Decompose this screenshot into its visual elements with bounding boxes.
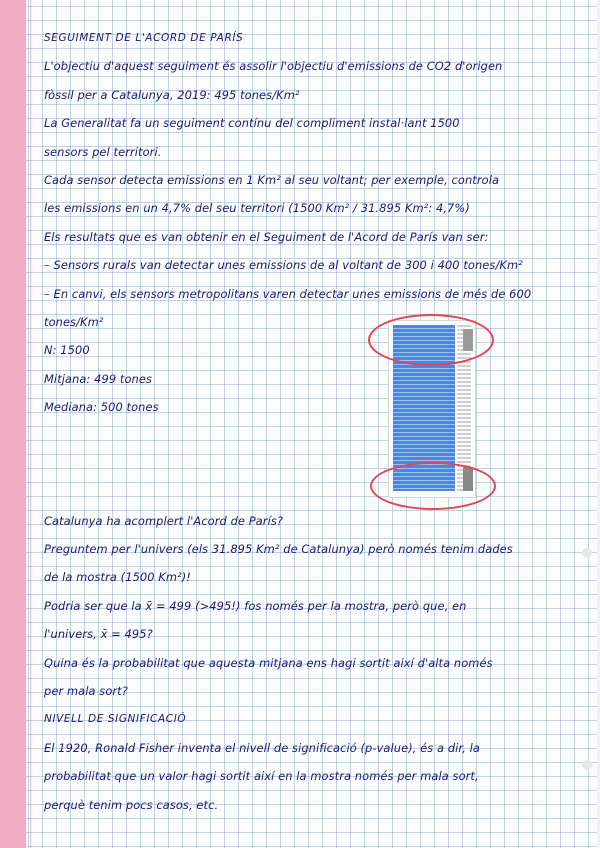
note-line: de la mostra (1500 Km²)! <box>44 570 191 585</box>
note-line: per mala sort? <box>44 683 128 698</box>
margin-line <box>30 0 31 848</box>
note-line: Quina és la probabilitat que aquesta mitjana ens hagi sortit així d'alta només <box>44 655 493 670</box>
handwritten-notes <box>44 24 564 819</box>
note-title: SEGUIMENT DE L'ACORD DE PARÍS <box>44 32 244 44</box>
stat-mean: Mitjana: 499 tones <box>44 371 153 386</box>
note-line: El 1920, Ronald Fisher inventa el nivell de significació (p-value), és a dir, la <box>44 740 480 755</box>
note-line: l'univers, x̄ = 495? <box>44 627 153 642</box>
stat-median: Mediana: 500 tones <box>44 400 159 415</box>
stat-n: N: 1500 <box>44 343 90 358</box>
note-line: les emissions en un 4,7% del seu territori (1500 Km² / 31.895 Km²: 4,7%) <box>44 201 470 216</box>
note-line: probabilitat que un valor hagi sortit així en la mostra només per mala sort, <box>44 769 479 784</box>
note-line: – En canvi, els sensors metropolitans varen detectar unes emissions de més de 600 <box>44 286 532 301</box>
note-line: perquè tenim pocs casos, etc. <box>44 797 219 812</box>
punch-hole <box>582 760 592 770</box>
note-line: L'objectiu d'aquest seguiment és assolir l'objectiu d'emissions de CO2 d'origen <box>44 59 503 74</box>
note-line: Els resultats que es van obtenir en el Seguiment de l'Acord de París van ser: <box>44 229 489 244</box>
note-line: La Generalitat fa un seguiment contínu del compliment instal·lant 1500 <box>44 116 460 131</box>
note-line: tones/Km² <box>44 314 104 329</box>
note-line: Preguntem per l'univers (els 31.895 Km² de Catalunya) però només tenim dades <box>44 542 513 557</box>
note-line: Cada sensor detecta emissions en 1 Km² al seu voltant; per exemple, controla <box>44 172 500 187</box>
red-circle-annotation <box>370 462 496 510</box>
note-line: Podria ser que la x̄ = 499 (>495!) fos només per la mostra, però que, en <box>44 598 467 613</box>
note-line: fòssil per a Catalunya, 2019: 495 tones/Km² <box>44 87 300 102</box>
blank-line <box>44 421 564 449</box>
section-heading: NIVELL DE SIGNIFICACIÓ <box>44 713 187 726</box>
note-question: Catalunya ha acomplert l'Acord de París? <box>44 513 284 528</box>
margin-strip <box>0 0 26 848</box>
note-line: sensors pel territori. <box>44 144 162 159</box>
red-circle-annotation <box>368 314 494 366</box>
punch-hole <box>582 548 592 558</box>
note-line: – Sensors rurals van detectar unes emissions de al voltant de 300 i 400 tones/Km² <box>44 258 523 273</box>
